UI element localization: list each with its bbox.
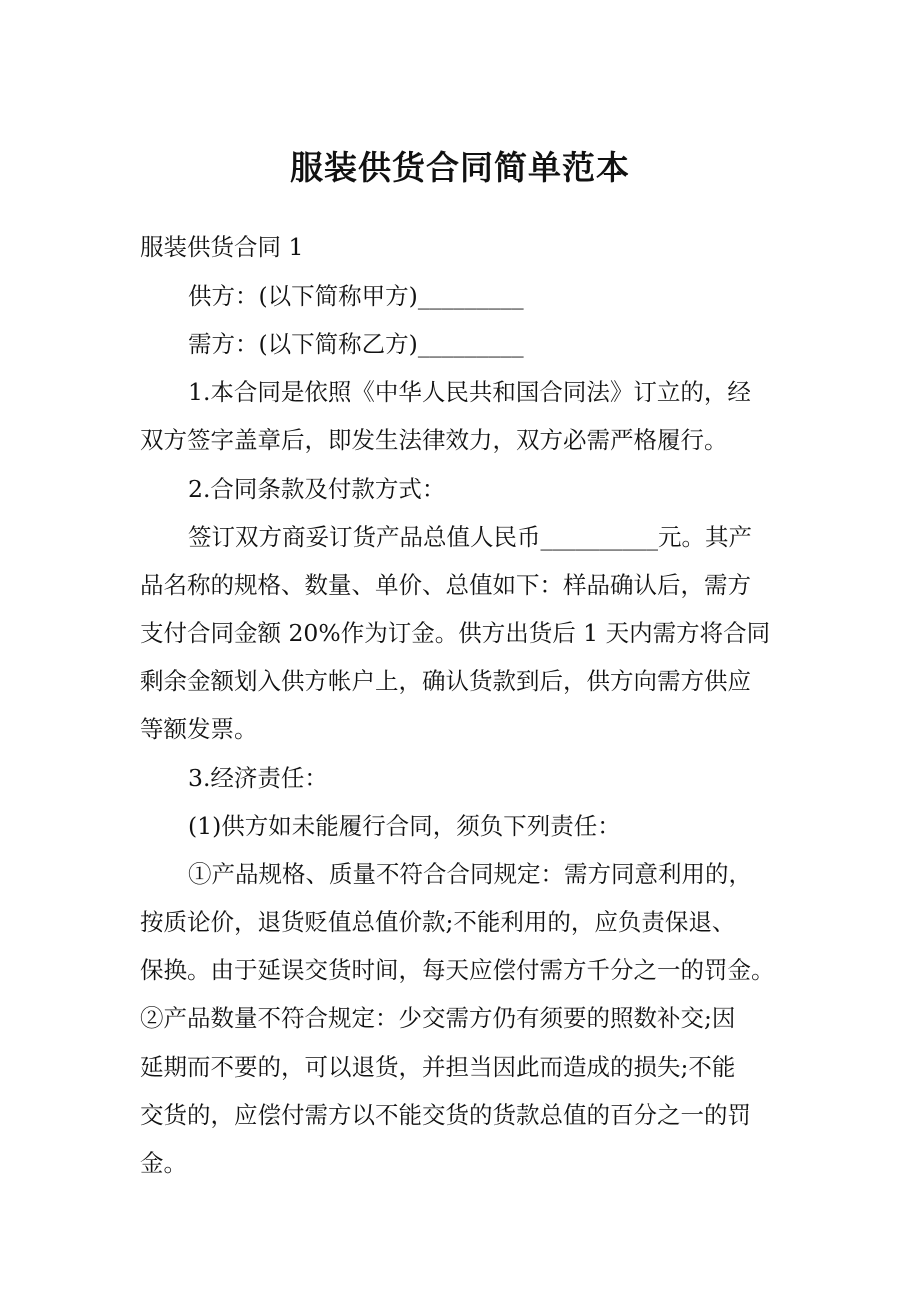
paragraph-line: 剩余金额划入供方帐户上，确认货款到后，供方向需方供应: [140, 667, 751, 695]
paragraph-line: ①产品规格、质量不符合合同规定：需方同意利用的，: [188, 860, 752, 888]
paragraph-line: 支付合同金额 20%作为订金。供方出货后 1 天内需方将合同: [140, 619, 771, 647]
clause-heading: 3.经济责任：: [188, 764, 328, 792]
paragraph-line: 1.本合同是依照《中华人民共和国合同法》订立的，经: [188, 378, 751, 406]
paragraph-line: 品名称的规格、数量、单价、总值如下：样品确认后，需方: [140, 571, 751, 599]
paragraph-line: 签订双方商妥订货产品总值人民币__________元。其产: [188, 523, 752, 551]
sub-clause-heading: (1)供方如未能履行合同，须负下列责任：: [188, 812, 621, 840]
paragraph-line: 交货的，应偿付需方以不能交货的货款总值的百分之一的罚: [140, 1101, 751, 1129]
paragraph-line: 保换。由于延误交货时间，每天应偿付需方千分之一的罚金。: [140, 956, 775, 984]
paragraph-line: 双方签字盖章后，即发生法律效力，双方必需严格履行。: [140, 426, 728, 454]
paragraph-line: 等额发票。: [140, 715, 258, 743]
paragraph-line: ②产品数量不符合规定：少交需方仍有须要的照数补交;因: [140, 1004, 736, 1032]
paragraph-line: 金。: [140, 1149, 187, 1177]
section-heading: 服装供货合同 1: [140, 233, 304, 261]
supplier-line: 供方：(以下简称甲方)_________: [188, 282, 524, 310]
document-title: 服装供货合同简单范本: [290, 148, 630, 187]
paragraph-line: 按质论价，退货贬值总值价款;不能利用的，应负责保退、: [140, 908, 736, 936]
buyer-line: 需方：(以下简称乙方)_________: [188, 330, 524, 358]
paragraph-line: 延期而不要的，可以退货，并担当因此而造成的损失;不能: [140, 1053, 736, 1081]
clause-heading: 2.合同条款及付款方式：: [188, 475, 446, 503]
